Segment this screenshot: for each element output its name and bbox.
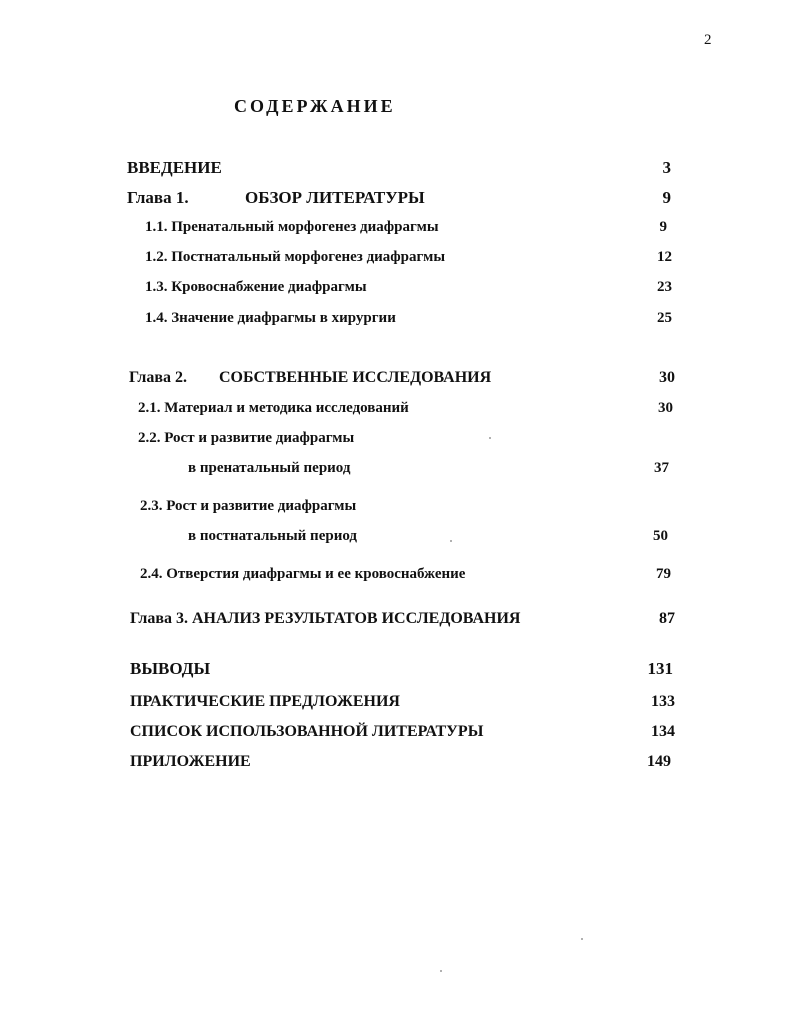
toc-entry-label: 2.2. Рост и развитие диафрагмы [138,430,355,446]
toc-entry-label: ПРАКТИЧЕСКИЕ ПРЕДЛОЖЕНИЯ [130,693,400,710]
toc-entry-section-2-3 [140,498,668,548]
toc-entry-page: 30 [659,369,675,386]
toc-entry-label: ВВЕДЕНИЕ [127,158,222,177]
toc-entry-label: 2.4. Отверстия диафрагмы и ее кровоснабжение [140,566,466,582]
toc-entry-section-1-1 [145,219,667,239]
scan-speck [450,540,452,542]
toc-entry-page: 12 [657,249,672,265]
toc-entry-intro [127,158,671,180]
toc-entry-label: 2.3. Рост и развитие диафрагмы [140,498,357,514]
toc-entry-label: Глава 3. АНАЛИЗ РЕЗУЛЬТАТОВ ИССЛЕДОВАНИЯ [130,610,521,627]
toc-entry-page: 50 [653,528,668,544]
toc-entry-label: СПИСОК ИСПОЛЬЗОВАННОЙ ЛИТЕРАТУРЫ [130,723,484,740]
toc-entry-chapter-1 [127,188,671,210]
toc-entry-label: 2.1. Материал и методика исследований [138,400,409,416]
page-number: 2 [704,32,712,48]
toc-entry-section-2-4 [140,566,671,586]
toc-entry-page: 9 [659,219,667,235]
scan-speck [581,938,583,940]
toc-entry-page: 30 [658,400,673,416]
toc-chapter-prefix: Глава 1. [127,188,189,207]
toc-entry-page: 79 [656,566,671,582]
toc-entry-section-2-2 [138,430,669,480]
toc-entry-label: ОБЗОР ЛИТЕРАТУРЫ [245,188,425,207]
toc-entry-label: 1.2. Постнатальный морфогенез диафрагмы [145,249,446,265]
toc-entry-label: ПРИЛОЖЕНИЕ [130,753,251,770]
toc-entry-page: 23 [657,279,672,295]
toc-entry-appendix [130,753,671,775]
toc-entry-label-continued: в постнатальный период [188,528,357,544]
toc-entry-references [130,723,675,745]
toc-entry-label: 1.4. Значение диафрагмы в хирургии [145,310,396,326]
toc-entry-label-continued: в пренатальный период [188,460,351,476]
toc-entry-page: 9 [662,188,671,207]
toc-entry-label: ВЫВОДЫ [130,659,211,678]
scan-speck [440,970,442,972]
toc-entry-label: 1.1. Пренатальный морфогенез диафрагмы [145,219,439,235]
toc-entry-chapter-2 [129,369,675,391]
toc-entry-page: 3 [662,158,671,177]
toc-entry-page: 149 [647,753,671,770]
toc-entry-page: 37 [654,460,669,476]
toc-entry-section-1-3 [145,279,672,299]
scan-speck [489,437,491,439]
toc-entry-page: 134 [651,723,675,740]
toc-entry-page: 25 [657,310,672,326]
toc-entry-section-1-2 [145,249,672,269]
toc-entry-page: 133 [651,693,675,710]
toc-chapter-prefix: Глава 2. [129,369,187,386]
toc-entry-label: 1.3. Кровоснабжение диафрагмы [145,279,367,295]
toc-title: СОДЕРЖАНИЕ [234,96,396,116]
toc-entry-label: СОБСТВЕННЫЕ ИССЛЕДОВАНИЯ [219,369,492,386]
toc-entry-section-1-4 [145,310,672,330]
toc-entry-page: 87 [659,610,675,627]
toc-entry-practical [130,693,675,715]
toc-entry-page: 131 [647,659,673,678]
toc-entry-section-2-1 [138,400,673,420]
toc-entry-conclusions [130,659,673,681]
toc-entry-chapter-3 [130,610,675,632]
